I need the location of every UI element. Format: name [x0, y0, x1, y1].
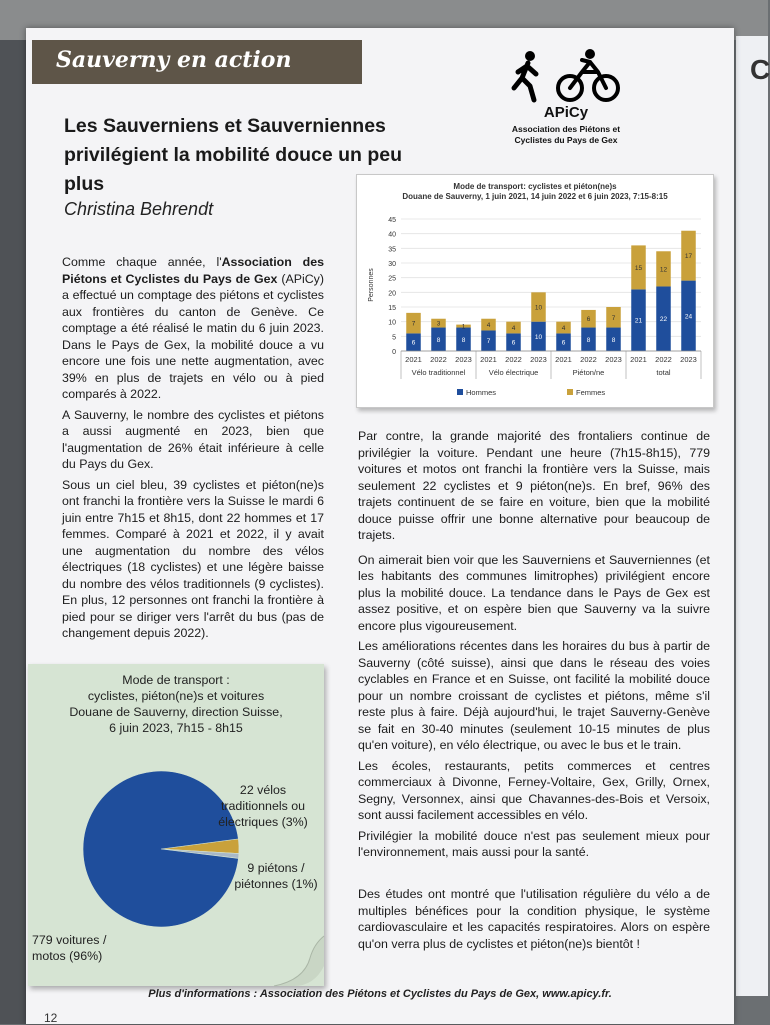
pedestrian-cyclist-icon [508, 48, 628, 104]
bar-data-label: 6 [586, 316, 591, 324]
section-title: Sauverny en action [56, 47, 292, 73]
pie-title-line: Mode de transport : [122, 673, 230, 687]
x-tick-label: 2021 [555, 355, 572, 364]
pie-label-line: traditionnels ou [220, 799, 306, 813]
paragraph: A Sauverny, le nombre des cyclistes et piétons a aussi augmenté en 2023, bien que l'augmentation de 26% était inférieure à celle du Pays du Gex. [62, 407, 324, 471]
page-curl-decoration [274, 936, 324, 986]
bar-data-label: 7 [486, 338, 491, 346]
x-tick-label: 2022 [655, 355, 672, 364]
bar-data-label: 21 [634, 317, 643, 325]
pie-label-line: 22 vélos [239, 783, 287, 797]
x-tick-label: 2021 [630, 355, 647, 364]
paragraph: Par contre, la grande majorité des frontaliers continue de privilégier la voiture. Pendant une heure (7h15-8h15), 779 voitures et motos ont franchi la frontière vers la Suisse, mais seulement 22 cyclistes et 9 piéton(ne)s. En bref, 96% des trajets continuent de se faire en voiture, bien que la mobilité douce puisse offrir une bonne alternative pour beaucoup de trajets. [358, 429, 710, 542]
bar-data-label: 8 [586, 336, 591, 344]
pie-label-line: 9 piétons / [247, 861, 305, 875]
bar-data-label: 8 [436, 336, 441, 344]
section-banner [32, 40, 362, 84]
y-tick-label: 35 [388, 246, 396, 254]
text-span: (APiCy) a effectué un comptage des piétons et cyclistes aux frontières du canton de Genève. Ce comptage a été réalisé le matin du 6 juin 2023. Dans le Pays de Gex, la mobilité douce a vu encore une fois une nette augmentation, avec 39% en plus de trajets en vélo ou à pied comparés à 2022. [62, 271, 324, 401]
pie-label-bikes [204, 782, 322, 830]
pie-chart-panel [28, 664, 324, 986]
bar-data-label: 10 [534, 304, 543, 312]
legend-swatch [457, 389, 463, 395]
x-tick-label: 2022 [505, 355, 522, 364]
article-title: Les Sauverniens et Sauverniennes privilégient la mobilité douce un peu plus [64, 115, 403, 195]
bar-data-label: 6 [561, 339, 566, 347]
pie-title-line: Douane de Sauverny, direction Suisse, [69, 705, 283, 719]
bar-data-label: 8 [461, 336, 466, 344]
x-tick-label: 2021 [480, 355, 497, 364]
paragraph: Les améliorations récentes dans les horaires du bus à partir de Sauverny (côté suisse), ainsi que dans le réseau des voies cyclables en France et en Suisse, ont facilité la mobilité douce pour un nombre croissant de cyclistes et piétons, même s'il reste plus à faire. Déjà aujourd'hui, le trajet Sauverny-Genève se fait en 30-40 minutes (seulement 10-15 minutes de plus qu'en voiture), en vélo électrique, ou avec le bus et le train. [358, 639, 710, 752]
bar-data-label: 7 [611, 314, 616, 322]
group-label: Vélo traditionnel [411, 368, 466, 377]
bar-chart [357, 175, 713, 407]
legend-swatch [567, 389, 573, 395]
pie-label-line: motos (96%) [32, 949, 103, 963]
y-tick-label: 25 [388, 275, 396, 283]
group-label: Piéton/ne [572, 368, 605, 377]
legend-label: Femmes [576, 388, 606, 397]
x-tick-label: 2023 [455, 355, 472, 364]
column-right [358, 428, 710, 865]
article-author: Christina Behrendt [64, 199, 214, 219]
bar-data-label: 12 [659, 266, 668, 274]
pie-chart-title [28, 672, 324, 736]
y-tick-label: 5 [392, 334, 396, 342]
organization-name: Association des Piétons et Cyclistes du Pays de Gex [62, 255, 324, 286]
logo-subtitle [504, 124, 628, 146]
legend-label: Hommes [466, 388, 497, 397]
magazine-page [26, 28, 734, 1024]
column-right-final [358, 886, 710, 956]
pie-label-pedestrians [228, 860, 324, 892]
bar-data-label: 4 [486, 322, 491, 330]
y-tick-label: 45 [388, 217, 396, 224]
background-left [0, 40, 26, 1024]
bar-data-label: 7 [411, 320, 416, 328]
y-tick-label: 10 [388, 319, 396, 327]
footer-info: Plus d'informations : Association des Piétons et Cyclistes du Pays de Gex, www.apicy.fr. [148, 988, 612, 1000]
page-number: 12 [44, 1011, 58, 1025]
paragraph: Sous un ciel bleu, 39 cyclistes et piéton(ne)s ont franchi la frontière vers la Suisse le mardi 6 juin entre 7h15 et 8h15, dont 22 hommes et 17 femmes. Comparé à 2021 et 2022, il y avait une augmentation du nombre des vélos électriques (18 cyclistes) et une légère baisse du nombre des vélos traditionnels (9 cyclistes). En plus, 12 personnes ont franchi la frontière à pied pour se diriger vers l'arrêt du bus (pas de changement depuis 2022). [62, 477, 324, 640]
pie-label-line: électriques (3%) [218, 815, 308, 829]
x-tick-label: 2023 [605, 355, 622, 364]
paragraph: Privilégier la mobilité douce n'est pas seulement mieux pour l'environnement, mais aussi pour la santé. [358, 828, 710, 859]
x-tick-label: 2021 [405, 355, 422, 364]
y-tick-label: 20 [388, 290, 396, 298]
bar-chart-title: Mode de transport: cyclistes et piéton(ne)s [453, 182, 617, 191]
bar-data-label: 24 [684, 313, 693, 321]
bar-data-label: 15 [634, 264, 643, 272]
x-tick-label: 2023 [680, 355, 697, 364]
paragraph: Les écoles, restaurants, petits commerces et centres commerciaux à Divonne, Ferney-Voltaire, Gex, Grilly, Ornex, Segny, Versonnex, ainsi que Chavannes-des-Bois et Versoix, sont aussi facilement accessibles en vélo. [358, 758, 710, 822]
text-span: Comme chaque année, l' [62, 255, 222, 269]
group-label: Vélo électrique [488, 368, 539, 377]
bar-chart-panel [356, 174, 714, 408]
y-tick-label: 30 [388, 261, 396, 268]
paragraph [62, 254, 324, 403]
bar-chart-subtitle: Douane de Sauverny, 1 juin 2021, 14 juin 2022 et 6 juin 2023, 7:15-8:15 [402, 192, 668, 201]
apicy-logo [504, 48, 634, 158]
x-tick-label: 2022 [580, 355, 597, 364]
y-tick-label: 40 [388, 231, 396, 239]
bar-data-label: 6 [411, 339, 416, 347]
x-tick-label: 2022 [430, 355, 447, 364]
y-tick-label: 0 [392, 349, 396, 356]
bar-data-label: 6 [511, 339, 516, 347]
logo-name: APiCy [543, 104, 589, 121]
bar-data-label: 22 [659, 316, 668, 324]
paragraph: On aimerait bien voir que les Sauverniens et Sauverniennes (et les habitants des communes limitrophes) privilégient encore plus la mobilité douce. La tendance dans le Pays de Gex est assez positive, et on espère bien que Sauverny va la suivre encore plus vigoureusement. [358, 552, 710, 633]
pie-title-line: 6 juin 2023, 7h15 - 8h15 [109, 721, 243, 735]
logo-subtitle-line: Cyclistes du Pays de Gex [514, 135, 618, 145]
bar-data-label: 10 [534, 333, 543, 341]
pie-title-line: cyclistes, piéton(ne)s et voitures [87, 689, 265, 703]
y-axis-label: Personnes [368, 268, 375, 302]
next-page-edge [736, 36, 768, 996]
bar-data-label: 3 [436, 320, 441, 328]
bar-data-label: 17 [684, 253, 693, 261]
pie-label-line: 779 voitures / [32, 933, 107, 947]
pie-label-line: piétonnes (1%) [234, 877, 318, 891]
x-tick-label: 2023 [530, 355, 547, 364]
bar-data-label: 8 [611, 336, 616, 344]
next-page-letter: C [750, 54, 770, 85]
group-label: total [656, 368, 671, 377]
bar-data-label: 4 [511, 325, 516, 333]
logo-subtitle-line: Association des Piétons et [511, 124, 621, 134]
column-left [62, 254, 324, 646]
y-tick-label: 15 [388, 305, 396, 312]
bar-data-label: 1 [461, 323, 466, 331]
bar-data-label: 4 [561, 325, 566, 333]
pie-label-cars [32, 932, 142, 964]
paragraph: Des études ont montré que l'utilisation régulière du vélo a de multiples bénéfices pour la condition physique, le système cardiovasculaire et les capacités respiratoires. Alors on espère qu'on verra plus de cyclistes et piéton(ne)s bientôt ! [358, 887, 710, 951]
